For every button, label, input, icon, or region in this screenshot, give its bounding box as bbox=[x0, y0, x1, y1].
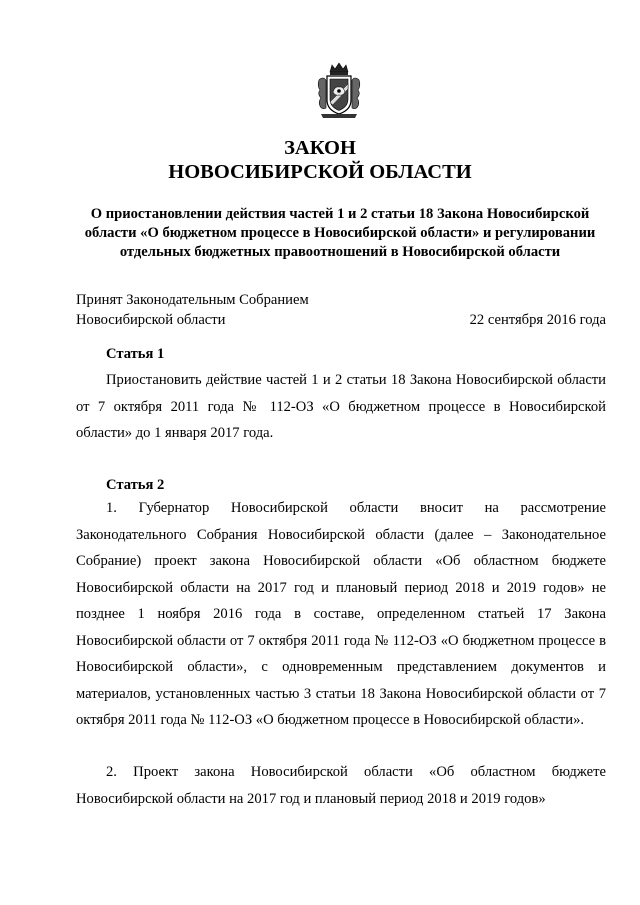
adoption-date: 22 сентября 2016 года bbox=[469, 311, 606, 328]
article-1-heading: Статья 1 bbox=[106, 346, 165, 362]
article-2-heading: Статья 2 bbox=[106, 477, 165, 493]
article-2-paragraph-2: 2. Проект закона Новосибирской области «Об областном бюджете Новосибирской области на 2017 год и плановый период 2018 и 2019 годов» bbox=[76, 764, 606, 807]
adoption-body-line1: Принят Законодательным Собранием bbox=[76, 292, 309, 308]
novosibirsk-coat-of-arms-icon bbox=[315, 62, 363, 120]
adoption-line bbox=[76, 291, 606, 311]
adoption-line-with-date bbox=[76, 311, 606, 331]
adoption-block bbox=[76, 291, 606, 330]
law-region-title: НОВОСИБИРСКОЙ ОБЛАСТИ bbox=[168, 161, 472, 183]
adoption-body-line2: Новосибирской области bbox=[76, 311, 226, 328]
article-1-paragraph: Приостановить действие частей 1 и 2 статьи 18 Закона Новосибирской области от 7 октября 2011 года № 112-ОЗ «О бюджетном процессе в Новосибирской области» до 1 января 2017 года. bbox=[76, 372, 606, 441]
law-subtitle: О приостановлении действия частей 1 и 2 статьи 18 Закона Новосибирской области «О бюджетном процессе в Новосибирской области» и регулировании отдельных бюджетных правоотношений в Новосибирской области bbox=[84, 206, 596, 260]
article-2-paragraph-1: 1. Губернатор Новосибирской области вносит на рассмотрение Законодательного Собрания Новосибирской области (далее – Законодательное Собрание) проект закона Новосибирской области «Об областном бюджете Новосибирской области на 2017 год и плановый период 2018 и 2019 годов» не позднее 1 ноября 2016 года в составе, определенном статьей 17 Закона Новосибирской области от 7 октября 2011 года № 112-ОЗ «О бюджетном процессе в Новосибирской области», с одновременным представлением документов и материалов, установленных частью 3 статьи 18 Закона Новосибирской области от 7 октября 2011 года № 112-ОЗ «О бюджетном процессе в Новосибирской области». bbox=[76, 500, 606, 728]
law-title: ЗАКОН bbox=[284, 137, 356, 159]
